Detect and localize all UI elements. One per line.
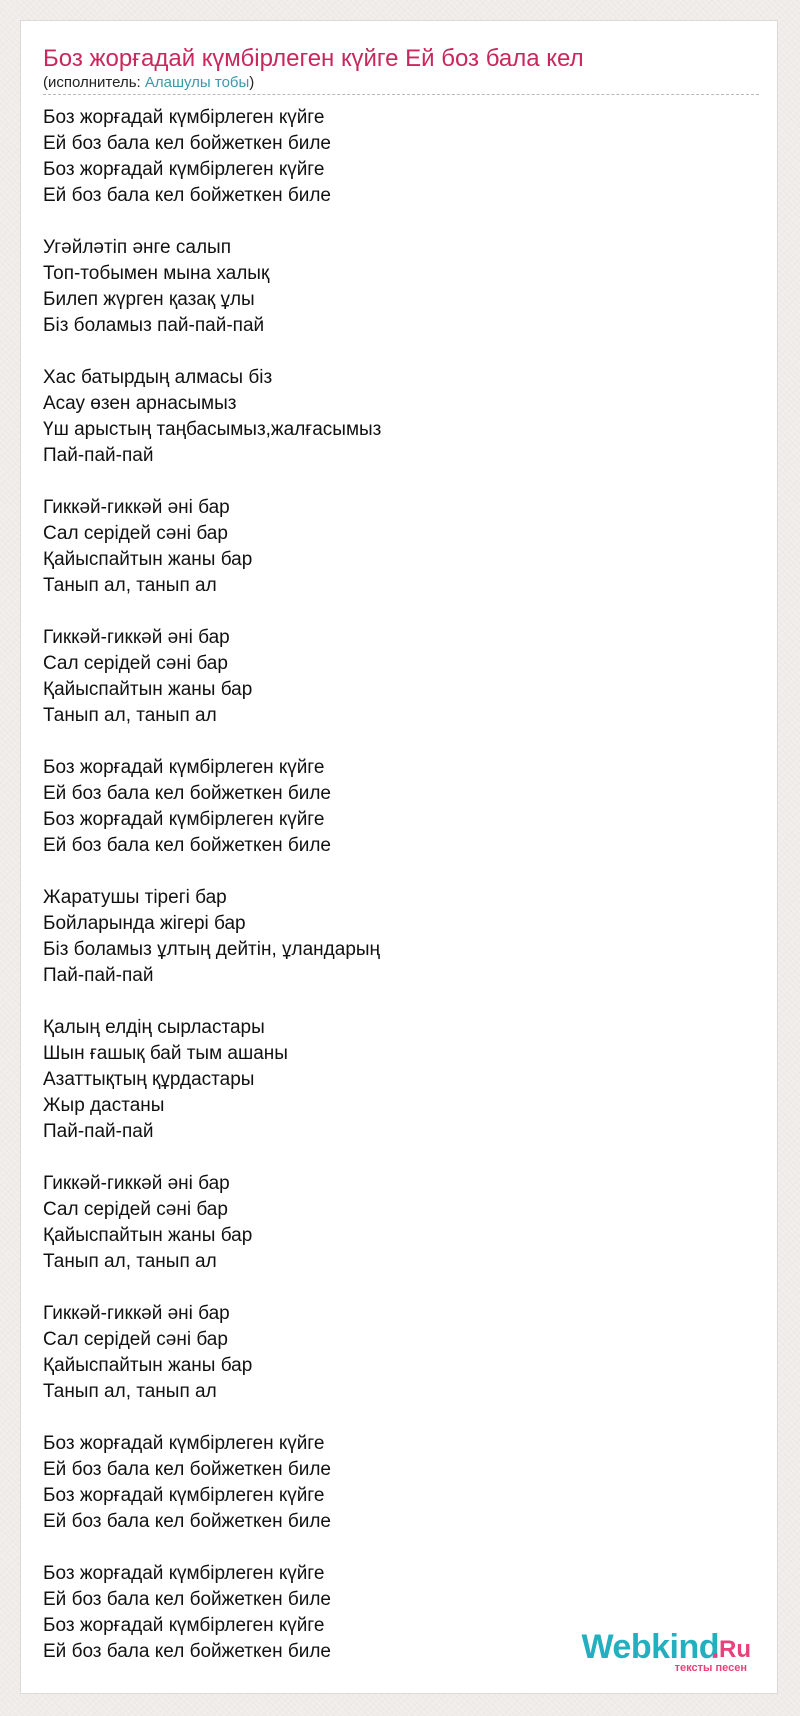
lyric-line: Ей боз бала кел бойжеткен биле (43, 133, 331, 154)
lyric-line: Билеп жүрген қазақ ұлы (43, 289, 255, 310)
lyric-line: Қайыспайтын жаны бар (43, 549, 253, 570)
lyrics-card (20, 20, 778, 1694)
lyric-line: Сал серідей сәні бар (43, 653, 228, 674)
artist-link[interactable]: Алашулы тобы (144, 74, 250, 91)
lyric-line: Қайыспайтын жаны бар (43, 1225, 253, 1246)
lyric-line: Сал серідей сәні бар (43, 523, 228, 544)
logo-tld-text: .Ru (712, 1636, 751, 1663)
lyric-line: Танып ал, танып ал (43, 575, 217, 596)
lyric-line: Азаттықтың құрдастары (43, 1069, 255, 1090)
lyric-line: Боз жорғадай күмбірлеген күйге (43, 1433, 325, 1454)
lyric-line: Біз боламыз ұлтың дейтін, ұландарың (43, 939, 381, 960)
lyric-line: Боз жорғадай күмбірлеген күйге (43, 1563, 325, 1584)
lyric-line: Гиккәй-гиккәй әні бар (43, 1303, 230, 1324)
lyric-line: Қайыспайтын жаны бар (43, 679, 253, 700)
lyrics-stanza (43, 1015, 743, 1145)
lyric-line: Угәйләтіп әнге салып (43, 237, 231, 258)
artist-line (43, 73, 254, 93)
lyric-line: Ей боз бала кел бойжеткен биле (43, 185, 331, 206)
lyric-line: Пай-пай-пай (43, 1121, 154, 1142)
lyric-line: Үш арыстың таңбасымыз,жалғасымыз (43, 419, 382, 440)
webkind-logo[interactable] (551, 1627, 751, 1675)
lyric-line: Жыр дастаны (43, 1095, 165, 1116)
lyric-line: Сал серідей сәні бар (43, 1329, 228, 1350)
logo-main-text: Webkind (581, 1628, 719, 1666)
lyric-line: Бойларында жігері бар (43, 913, 246, 934)
lyric-line: Ей боз бала кел бойжеткен биле (43, 1589, 331, 1610)
lyric-line: Боз жорғадай күмбірлеген күйге (43, 757, 325, 778)
lyrics-stanza (43, 105, 743, 209)
lyric-line: Боз жорғадай күмбірлеген күйге (43, 1485, 325, 1506)
lyric-line: Ей боз бала кел бойжеткен биле (43, 783, 331, 804)
lyrics-stanza (43, 755, 743, 859)
header-divider (43, 94, 759, 95)
lyric-line: Танып ал, танып ал (43, 1381, 217, 1402)
logo-subtitle: тексты песен (674, 1662, 747, 1674)
lyrics-stanza (43, 365, 743, 469)
lyrics-stanza (43, 1301, 743, 1405)
lyric-line: Гиккәй-гиккәй әні бар (43, 1173, 230, 1194)
lyric-line: Біз боламыз пай-пай-пай (43, 315, 265, 336)
lyric-line: Топ-тобымен мына халық (43, 263, 270, 284)
lyric-line: Ей боз бала кел бойжеткен биле (43, 1459, 331, 1480)
lyric-line: Боз жорғадай күмбірлеген күйге (43, 809, 325, 830)
song-title: Боз жорғадай күмбірлеген күйге Ей боз бала кел (43, 45, 584, 72)
lyric-line: Қайыспайтын жаны бар (43, 1355, 253, 1376)
lyric-line: Хас батырдың алмасы біз (43, 367, 273, 388)
lyric-line: Гиккәй-гиккәй әні бар (43, 497, 230, 518)
lyric-line: Ей боз бала кел бойжеткен биле (43, 835, 331, 856)
lyrics-stanza (43, 495, 743, 599)
lyrics-stanza (43, 1431, 743, 1535)
lyric-line: Пай-пай-пай (43, 445, 154, 466)
lyrics-stanza (43, 625, 743, 729)
lyric-line: Танып ал, танып ал (43, 1251, 217, 1272)
lyric-line: Қалың елдің сырластары (43, 1017, 265, 1038)
lyric-line: Ей боз бала кел бойжеткен биле (43, 1641, 331, 1662)
lyric-line: Ей боз бала кел бойжеткен биле (43, 1511, 331, 1532)
lyrics-stanza (43, 235, 743, 339)
artist-prefix: (исполнитель: (43, 74, 145, 91)
lyric-line: Пай-пай-пай (43, 965, 154, 986)
lyric-line: Жаратушы тірегі бар (43, 887, 227, 908)
lyric-line: Сал серідей сәні бар (43, 1199, 228, 1220)
artist-suffix: ) (249, 74, 255, 91)
lyric-line: Шын ғашық бай тым ашаны (43, 1043, 288, 1064)
lyric-line: Боз жорғадай күмбірлеген күйге (43, 1615, 325, 1636)
lyric-line: Танып ал, танып ал (43, 705, 217, 726)
lyric-line: Боз жорғадай күмбірлеген күйге (43, 107, 325, 128)
lyrics-text (43, 105, 743, 1691)
lyric-line: Боз жорғадай күмбірлеген күйге (43, 159, 325, 180)
lyrics-stanza (43, 1171, 743, 1275)
lyric-line: Асау өзен арнасымыз (43, 393, 237, 414)
lyric-line: Гиккәй-гиккәй әні бар (43, 627, 230, 648)
lyrics-stanza (43, 885, 743, 989)
